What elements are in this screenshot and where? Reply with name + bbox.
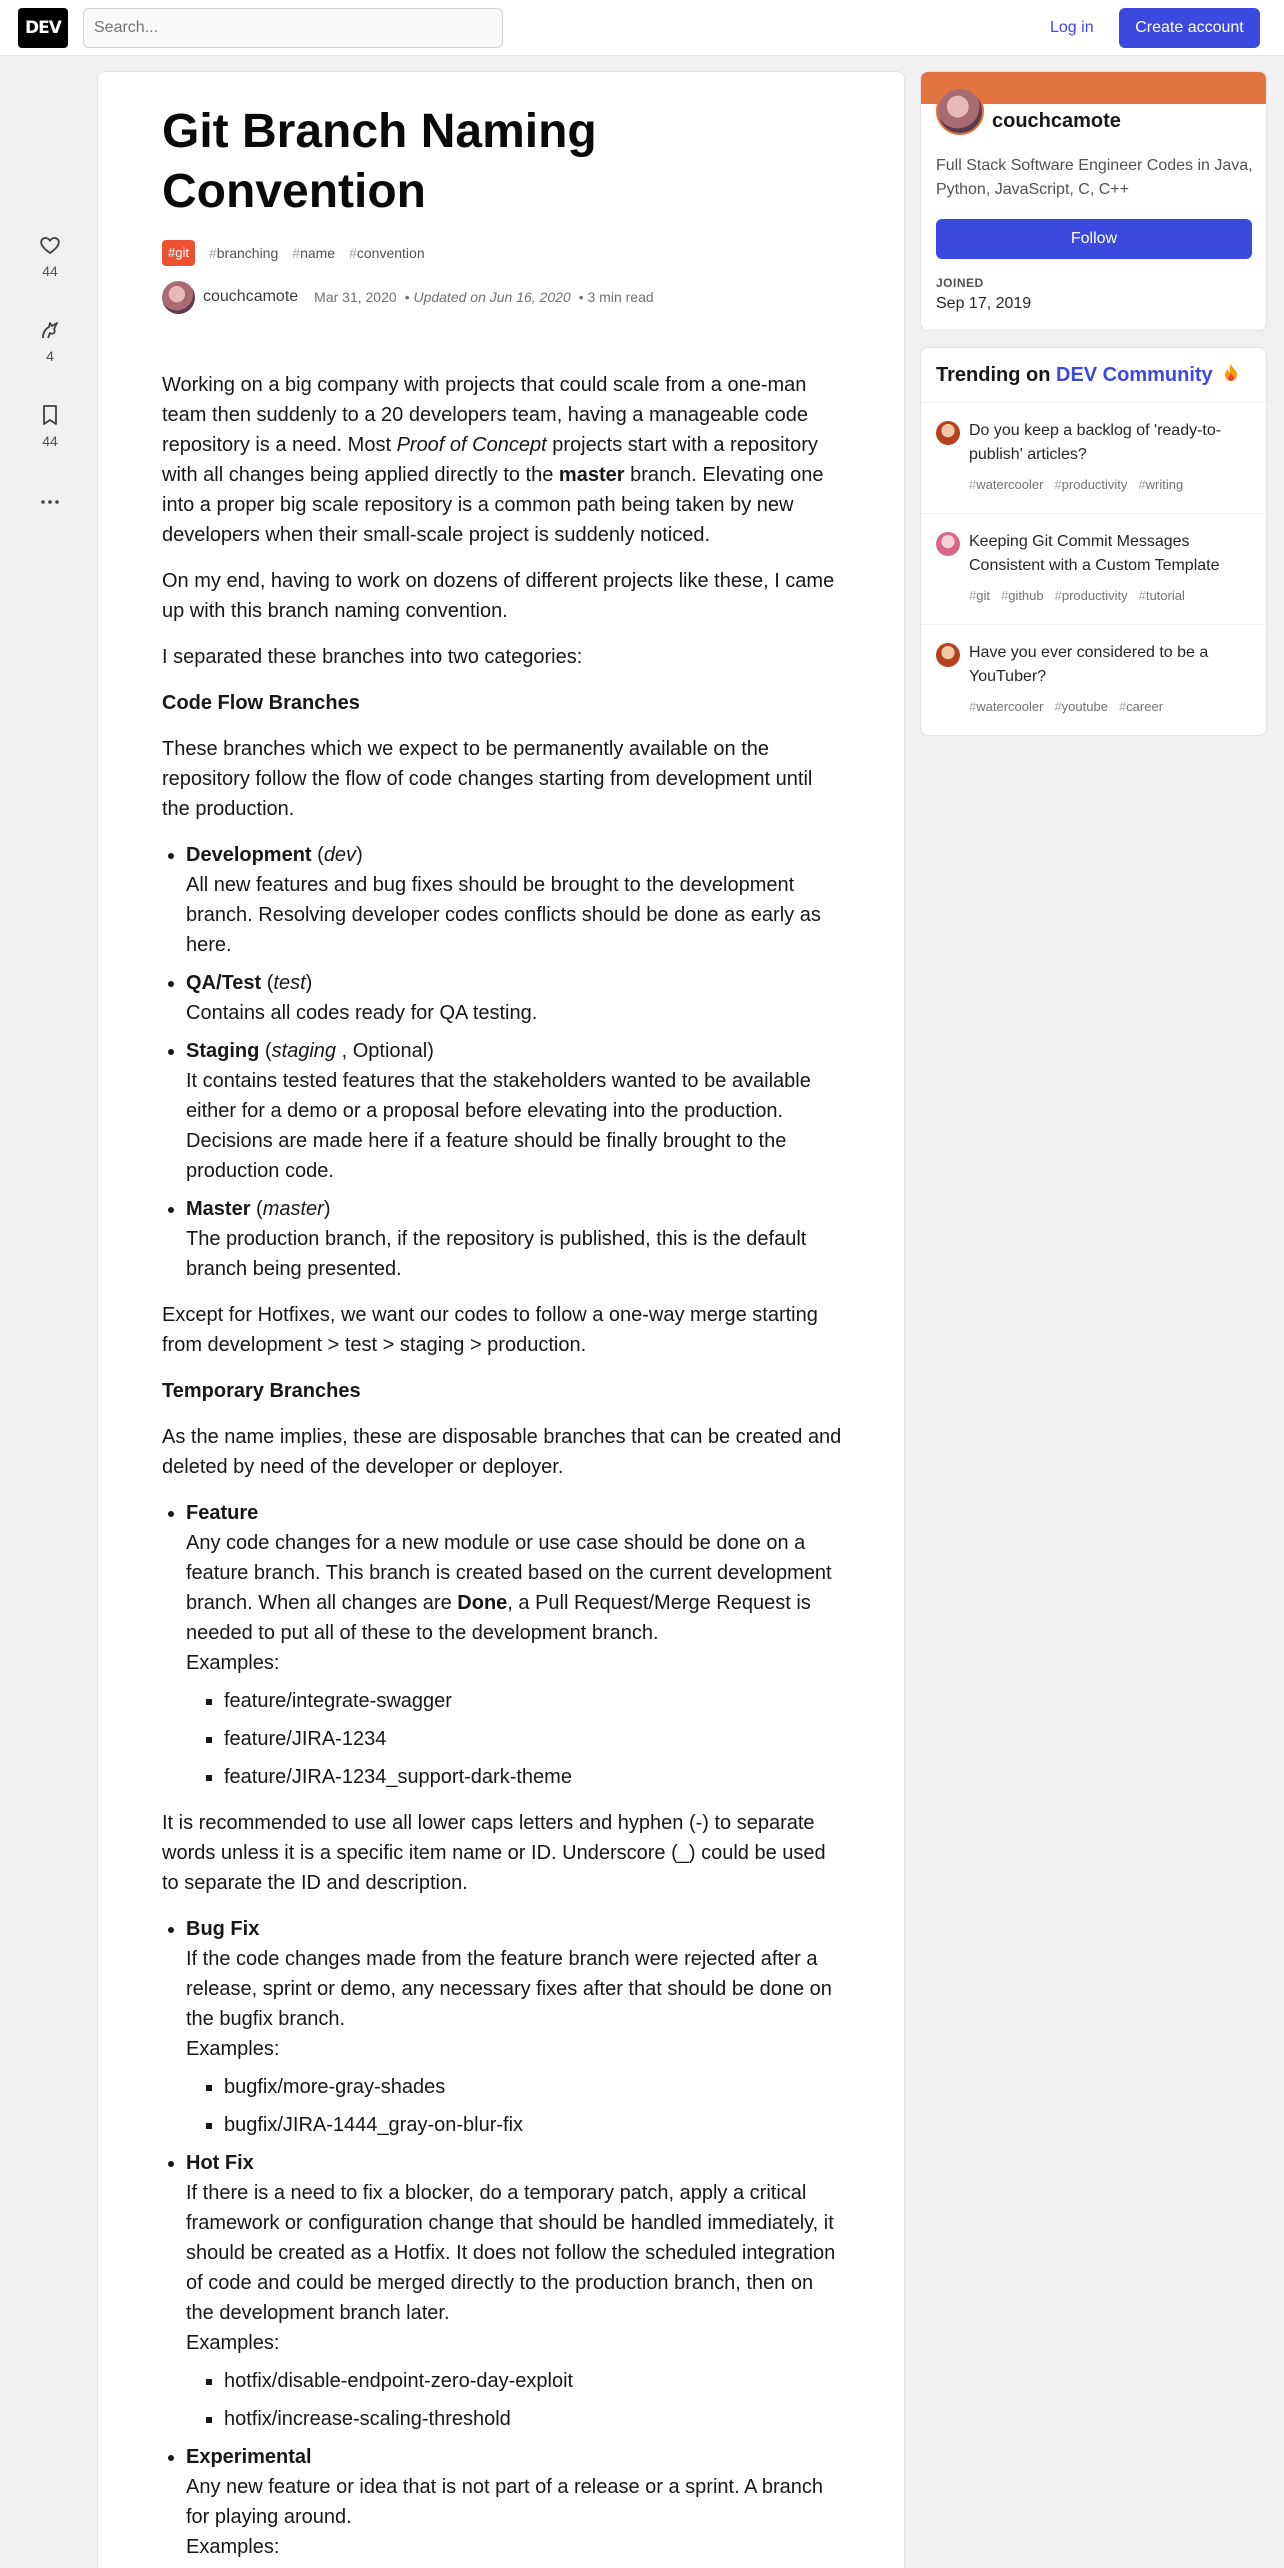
updated-date: • Updated on Jun 16, 2020 — [404, 289, 571, 305]
section-heading: Temporary Branches — [162, 1380, 361, 1402]
trending-card — [920, 347, 1267, 736]
trending-title[interactable]: Have you ever considered to be a YouTuber? — [969, 644, 1209, 685]
trending-title[interactable]: Do you keep a backlog of 'ready-to-publish' articles? — [969, 422, 1222, 463]
trending-tags: #git #github #productivity #tutorial — [969, 588, 1185, 603]
example-item: ▪ feature/JIRA-1234_support-dark-theme — [224, 1762, 842, 1792]
read-time: • 3 min read — [578, 289, 654, 305]
trending-avatar — [936, 532, 960, 556]
list-item: • QA/Test (test) Contains all codes ready for QA testing. — [186, 968, 842, 1028]
author-profile-card — [920, 71, 1267, 331]
tag-git[interactable]: #git — [162, 240, 195, 266]
more-options-button[interactable] — [20, 490, 80, 514]
publish-date: Mar 31, 2020 — [314, 289, 397, 305]
example-list — [224, 2072, 842, 2140]
list-item: • Development (dev) All new features and bug fixes should be brought to the development branch. Resolving developer codes conflicts should be done as early as here. — [186, 840, 842, 960]
unicorn-icon — [38, 318, 62, 342]
paragraph: I separated these branches into two categories: — [162, 646, 583, 668]
reaction-count: 44 — [42, 263, 58, 279]
example-item: ▪ feature/JIRA-1234 — [224, 1724, 842, 1754]
trending-heading: Trending on DEV Community — [921, 348, 1266, 403]
dev-logo[interactable]: DEV — [18, 8, 68, 48]
trending-tags: #watercooler #productivity #writing — [969, 477, 1184, 492]
example-item: ▪ feature/integrate-swagger — [224, 1686, 842, 1716]
trending-avatar — [936, 421, 960, 445]
example-list — [224, 2366, 842, 2434]
list-item: • Hot Fix If there is a need to fix a blocker, do a temporary patch, apply a critical framework or configuration change that should be handled immediately, it should be created as a Hotfix. It does not follow the scheduled integration of code and could be merged directly to the production branch, then on the development branch later. Examples: ▪ hotfix/disable-endpoint-zero-day-exploit ▪ hotfix/increase-scaling-threshold — [186, 2148, 842, 2434]
more-horizontal-icon — [38, 490, 62, 514]
paragraph: On my end, having to work on dozens of different projects like these, I came up with this branch naming convention. — [162, 570, 835, 622]
list-item: • Master (master) The production branch, if the repository is published, this is the default branch being presented. — [186, 1194, 842, 1284]
article-title: Git Branch Naming Convention — [162, 105, 597, 218]
example-item: ▪ bugfix/JIRA-1444_gray-on-blur-fix — [224, 2110, 842, 2140]
list-item: • Experimental Any new feature or idea that is not part of a release or a sprint. A branch for playing around. Examples: — [186, 2442, 842, 2562]
paragraph: As the name implies, these are disposable branches that can be created and deleted by need of the developer or deployer. — [162, 1426, 842, 1478]
section-heading: Code Flow Branches — [162, 692, 360, 714]
bookmark-icon — [38, 403, 62, 427]
create-account-button[interactable]: Create account — [1119, 8, 1260, 48]
tag-name[interactable]: #name — [292, 245, 336, 261]
joined-label: JOINED — [936, 276, 984, 290]
tag-convention[interactable]: #convention — [349, 245, 425, 261]
trending-avatar — [936, 643, 960, 667]
tag-branching[interactable]: #branching — [208, 245, 279, 261]
trending-item[interactable] — [921, 403, 1266, 514]
trending-title[interactable]: Keeping Git Commit Messages Consistent with a Custom Template — [969, 533, 1220, 574]
heart-icon — [38, 233, 62, 257]
follow-button[interactable]: Follow — [936, 219, 1252, 259]
trending-item[interactable] — [921, 625, 1266, 736]
profile-bio: Full Stack Software Engineer Codes in Java, Python, JavaScript, C, C++ — [936, 157, 1253, 198]
login-link[interactable]: Log in — [1050, 19, 1094, 36]
bookmark-button[interactable] — [20, 403, 80, 449]
paragraph: Except for Hotfixes, we want our codes to follow a one-way merge starting from development > test > staging > production. — [162, 1304, 818, 1356]
code-flow-list — [186, 840, 842, 1284]
example-list — [224, 1686, 842, 1792]
reaction-unicorn-button[interactable] — [20, 318, 80, 364]
reaction-heart-button[interactable] — [20, 233, 80, 279]
trending-tags: #watercooler #youtube #career — [969, 699, 1164, 714]
tag-list — [162, 240, 842, 266]
bookmark-count: 44 — [42, 433, 58, 449]
article-meta — [162, 280, 842, 314]
list-item: • Feature Any code changes for a new module or use case should be done on a feature branch. This branch is created based on the current development branch. When all changes are Done, a Pull Request/Merge Request is needed to put all of these to the development branch. Examples: ▪ feature/integrate-swagger ▪ feature/JIRA-1234 ▪ feature/JIRA-1234_support-dark-theme — [186, 1498, 842, 1792]
profile-name[interactable]: couchcamote — [992, 110, 1121, 132]
article-card — [97, 71, 905, 2568]
example-item: ▪ bugfix/more-gray-shades — [224, 2072, 842, 2102]
temporary-list — [186, 1498, 842, 1792]
list-item: • Staging (staging , Optional) It contains tested features that the stakeholders wanted to be available either for a demo or a proposal before elevating into the production. Decisions are made here if a feature should be finally brought to the production code. — [186, 1036, 842, 1186]
author-avatar[interactable] — [162, 281, 195, 314]
fire-icon — [1222, 363, 1240, 383]
list-item: • Bug Fix If the code changes made from the feature branch were rejected after a release, sprint or demo, any necessary fixes after that should be done on the bugfix branch. Examples: ▪ bugfix/more-gray-shades ▪ bugfix/JIRA-1444_gray-on-blur-fix — [186, 1914, 842, 2140]
trending-item[interactable] — [921, 514, 1266, 625]
paragraph: It is recommended to use all lower caps letters and hyphen (-) to separate words unless it is a specific item name or ID. Underscore (_) could be used to separate the ID and description. — [162, 1812, 826, 1894]
temporary-list-2 — [186, 1914, 842, 2562]
author-name[interactable]: couchcamote — [203, 288, 299, 305]
article-body — [162, 370, 842, 2562]
search-input[interactable] — [83, 8, 503, 48]
unicorn-count: 4 — [46, 348, 54, 364]
joined-date: Sep 17, 2019 — [936, 295, 1032, 312]
paragraph: These branches which we expect to be permanently available on the repository follow the flow of code changes starting from development until the production. — [162, 738, 813, 820]
top-header — [0, 0, 1284, 56]
intro-paragraph: Working on a big company with projects that could scale from a one-man team then suddenly to a 20 developers team, having a manageable code repository is a need. Most Proof of Concept projects start with a repository with all changes being applied directly to the master branch. Elevating one into a proper big scale repository is a common path being taken by new developers when their small-scale project is suddenly noticed. — [162, 374, 824, 546]
example-item: ▪ hotfix/disable-endpoint-zero-day-exploit — [224, 2366, 842, 2396]
example-item: ▪ hotfix/increase-scaling-threshold — [224, 2404, 842, 2434]
community-link[interactable]: DEV Community — [1056, 364, 1213, 386]
profile-avatar[interactable] — [936, 87, 984, 135]
